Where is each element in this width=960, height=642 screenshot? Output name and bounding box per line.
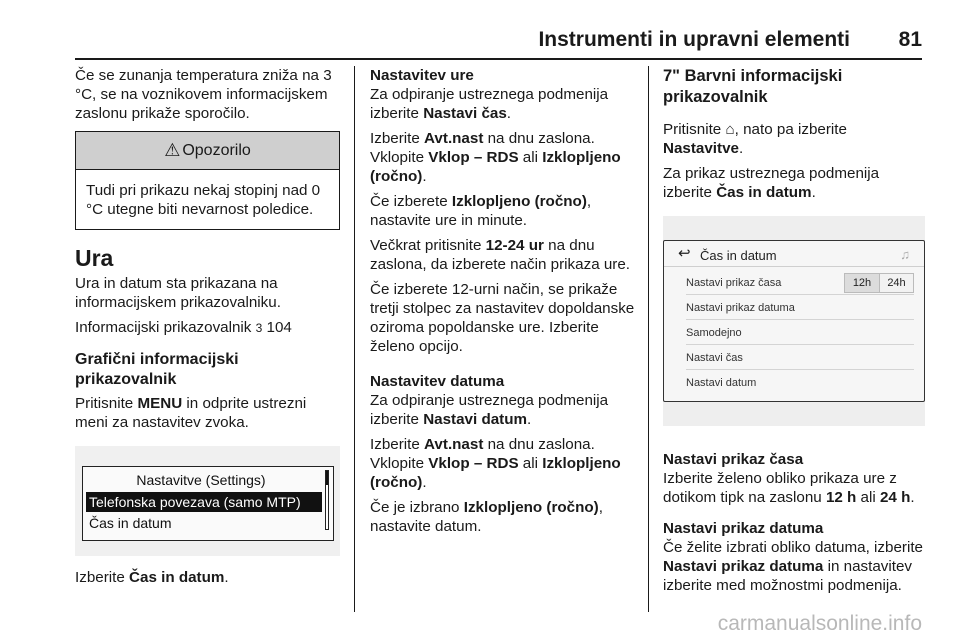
date-format-heading: Nastavi prikaz datuma bbox=[663, 520, 824, 537]
column-1 bbox=[75, 66, 340, 593]
text-run: Za odpiranje ustreznega podmenija izberite bbox=[370, 392, 609, 428]
text-run: . bbox=[224, 569, 229, 586]
date-text-2 bbox=[370, 435, 635, 492]
text-run: Za odpiranje ustreznega podmenija izberite bbox=[370, 86, 609, 122]
text-run: Izberite želeno obliko prikaza ure z dotikom tipk na zaslonu bbox=[663, 470, 897, 506]
text-run: . bbox=[422, 474, 427, 491]
column-divider-2 bbox=[648, 66, 649, 612]
menu-row-automatic[interactable]: Samodejno bbox=[686, 321, 914, 345]
text-run: . bbox=[506, 105, 512, 122]
option-label: Avt.nast bbox=[424, 130, 484, 147]
section-heading-ura: Ura bbox=[75, 245, 114, 271]
toggle-12h[interactable]: 12h bbox=[845, 274, 879, 292]
text-run: . bbox=[422, 168, 427, 185]
text-run: Če želite izbrati obliko datuma, izberite bbox=[663, 539, 923, 556]
page-header bbox=[0, 20, 960, 60]
settings-screen-image bbox=[75, 446, 340, 556]
column-3 bbox=[663, 66, 928, 601]
clock-setting-heading: Nastavitev ure bbox=[370, 67, 474, 84]
warning-text: Tudi pri prikazu nekaj stopinj nad 0 °C utegne biti nevarnost poledice. bbox=[86, 182, 321, 218]
text-run: ali bbox=[518, 149, 543, 166]
settings-menu-item-selected[interactable]: Telefonska povezava (samo MTP) bbox=[86, 492, 322, 512]
option-label: 12-24 ur bbox=[485, 237, 544, 254]
menu-key-label: MENU bbox=[137, 395, 183, 412]
option-label: Izklopljeno (ročno) bbox=[370, 149, 621, 185]
option-label: Nastavitve bbox=[663, 140, 739, 157]
graphic-display-text bbox=[75, 394, 340, 432]
color-display-text-2 bbox=[663, 164, 928, 202]
time-format-text bbox=[663, 469, 928, 507]
reference-arrow-icon: 3 bbox=[255, 321, 263, 335]
text-run: Izberite bbox=[370, 436, 425, 453]
text-run: ali bbox=[518, 455, 543, 472]
watermark: carmanualsonline.info bbox=[717, 612, 922, 635]
menu-row-label: Nastavi prikaz časa bbox=[686, 277, 782, 289]
date-text-1 bbox=[370, 391, 635, 429]
text-run: , nato pa izberite bbox=[734, 121, 847, 138]
page-title: Instrumenti in upravni elementi bbox=[538, 28, 850, 51]
page-number: 81 bbox=[898, 28, 922, 51]
select-instruction bbox=[75, 568, 340, 587]
warning-title: Opozorilo bbox=[182, 142, 251, 159]
time-format-heading: Nastavi prikaz časa bbox=[663, 451, 804, 468]
text-run: Večkrat pritisnite bbox=[370, 237, 486, 254]
time-date-screen-image bbox=[663, 216, 925, 426]
column-divider-1 bbox=[354, 66, 355, 612]
menu-row-time-format[interactable] bbox=[686, 271, 914, 295]
text-run: Če izberete bbox=[370, 193, 452, 210]
text-run: Izberite bbox=[370, 130, 425, 147]
settings-screen-title: Nastavitve (Settings) bbox=[136, 472, 266, 488]
option-label: Izklopljeno (ročno) bbox=[463, 499, 599, 516]
reference-label: Informacijski prikazovalnik bbox=[75, 319, 256, 336]
text-run: in nastavitev izberite med možnostmi podmenija. bbox=[663, 558, 913, 594]
color-display-heading: 7" Barvni informacijski prikazovalnik bbox=[663, 67, 843, 106]
text-run: ali bbox=[856, 489, 880, 506]
text-run: in odprite ustrezni meni za nastavitev zvoka. bbox=[75, 395, 307, 431]
graphic-display-heading: Grafični informacijski prikazovalnik bbox=[75, 351, 239, 388]
clock-text-3 bbox=[370, 192, 635, 230]
menu-row-date-format[interactable]: Nastavi prikaz datuma bbox=[686, 296, 914, 320]
back-icon[interactable]: ↩ bbox=[678, 245, 691, 262]
warning-icon: ⚠ bbox=[164, 140, 181, 160]
text-run: na dnu zaslona, da izberete način prikaza ure. bbox=[370, 237, 631, 273]
text-run: Pritisnite bbox=[663, 121, 726, 138]
home-icon: ⌂ bbox=[725, 121, 735, 138]
option-label: Vklop – RDS bbox=[428, 149, 519, 166]
scrollbar-thumb[interactable] bbox=[326, 471, 328, 485]
text-run: , nastavite ure in minute. bbox=[370, 193, 592, 229]
option-label: Izklopljeno (ročno) bbox=[451, 193, 587, 210]
color-display-text-1 bbox=[663, 120, 928, 158]
header-rule bbox=[75, 58, 922, 60]
toggle-24h[interactable]: 24h bbox=[879, 274, 913, 292]
text-run: na dnu zaslona. Vklopite bbox=[370, 130, 595, 166]
text-run: Za prikaz ustreznega podmenija izberite bbox=[663, 165, 880, 201]
warning-box bbox=[75, 131, 340, 230]
clock-text-4 bbox=[370, 236, 635, 274]
clock-text-2 bbox=[370, 129, 635, 186]
music-note-icon: ♫ bbox=[900, 247, 910, 262]
option-label: Nastavi prikaz datuma bbox=[663, 558, 824, 575]
clock-text-5: Če izberete 12-urni način, se prikaže tretji stolpec za nastavitev dopoldanske oziroma popoldanske ure. Izberite želeno opcijo. bbox=[370, 281, 635, 355]
option-label: Avt.nast bbox=[424, 436, 484, 453]
text-run: Če je izbrano bbox=[370, 499, 464, 516]
option-label: Čas in datum bbox=[716, 184, 812, 201]
date-text-3 bbox=[370, 498, 635, 536]
text-run: . bbox=[738, 140, 744, 157]
option-label: Izklopljeno (ročno) bbox=[370, 455, 621, 491]
settings-scrollbar[interactable] bbox=[325, 470, 329, 530]
temperature-intro: Če se zunanja temperatura zniža na 3 °C, se na voznikovem informacijskem zaslonu prikaže sporočilo. bbox=[75, 67, 332, 122]
menu-option-label: Čas in datum bbox=[129, 569, 225, 586]
clock-text-1 bbox=[370, 85, 635, 123]
ura-text: Ura in datum sta prikazana na informacijskem prikazovalniku. bbox=[75, 275, 281, 311]
text-run: Pritisnite bbox=[75, 395, 138, 412]
menu-row-set-date[interactable]: Nastavi datum bbox=[686, 377, 757, 389]
date-setting-heading: Nastavitev datuma bbox=[370, 373, 505, 390]
info-display-reference bbox=[75, 318, 340, 338]
time-format-toggle[interactable] bbox=[844, 273, 914, 293]
option-label: 12 h bbox=[825, 489, 857, 506]
text-run: . bbox=[811, 184, 816, 201]
menu-row-set-time[interactable]: Nastavi čas bbox=[686, 346, 914, 370]
date-format-text bbox=[663, 538, 928, 595]
option-label: Vklop – RDS bbox=[428, 455, 519, 472]
text-run: , nastavite datum. bbox=[370, 499, 603, 535]
time-date-header bbox=[664, 241, 924, 267]
option-label: 24 h bbox=[879, 489, 911, 506]
text-run: Izberite bbox=[75, 569, 130, 586]
settings-menu-item[interactable]: Čas in datum bbox=[89, 515, 172, 531]
text-run: . bbox=[910, 489, 915, 506]
option-label: Nastavi čas bbox=[423, 105, 507, 122]
time-date-title: Čas in datum bbox=[700, 248, 777, 263]
time-date-panel bbox=[663, 240, 925, 402]
settings-screen-frame bbox=[82, 466, 334, 541]
text-run: na dnu zaslona. Vklopite bbox=[370, 436, 595, 472]
column-2 bbox=[370, 66, 635, 542]
option-label: Nastavi datum bbox=[423, 411, 528, 428]
reference-page[interactable]: 104 bbox=[262, 319, 292, 336]
warning-header bbox=[76, 132, 339, 170]
text-run: . bbox=[527, 411, 532, 428]
